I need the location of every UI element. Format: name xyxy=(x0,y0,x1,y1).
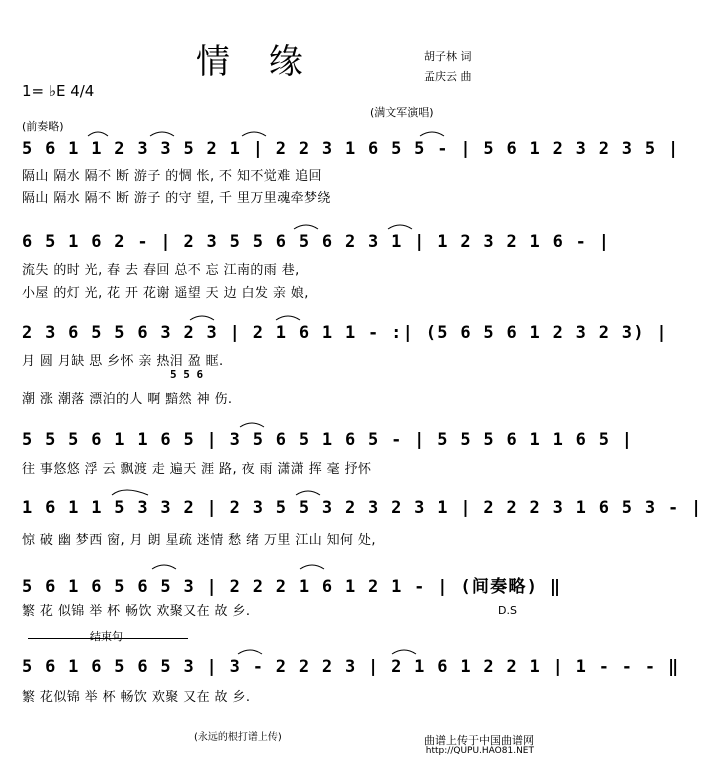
lyric-line-2a: 流失 的时 光, 春 去 春回 总不 忘 江南的雨 巷, xyxy=(22,263,300,278)
prelude-note: (前奏略) xyxy=(22,120,64,133)
uploader-note: (永远的根打谱上传) xyxy=(194,732,282,743)
notation-line-4: 5 5 5 6 1 1 6 5 | 3 5 6 5 1 6 5 - | 5 5 5 6 1 1 6 5 | xyxy=(22,430,634,450)
notation-line-1: 5 6 1 1 2 3 3 5 2 1 | 2 2 3 1 6 5 5 - | 5 6 1 2 3 2 3 5 | xyxy=(22,139,680,159)
lyric-line-3b: 潮 涨 潮落 漂泊的人 啊 黯然 神 伤. xyxy=(22,392,233,407)
lyric-line-1a: 隔山 隔水 隔不 断 游子 的惆 怅, 不 知不觉难 追回 xyxy=(22,169,322,184)
lyric-line-6: 繁 花 似锦 举 杯 畅饮 欢聚又在 故 乡. xyxy=(22,604,251,619)
ds-marking: D.S xyxy=(498,604,517,617)
notation-line-2: 6 5 1 6 2 - | 2 3 5 5 6 5 6 2 3 1 | 1 2 3 2 1 6 - | xyxy=(22,232,611,252)
notation-line-6: 5 6 1 6 5 6 5 3 | 2 2 2 1 6 1 2 1 - | (间奏略) ‖ xyxy=(22,577,562,597)
watermark-site: 曲谱上传于中国曲谱网 xyxy=(424,734,534,747)
notation-line-3: 2 3 6 5 5 6 3 2 3 | 2 1 6 1 1 - :| (5 6 5 6 1 2 3 2 3) | xyxy=(22,323,668,343)
notation-line-7: 5 6 1 6 5 6 5 3 | 3 - 2 2 2 3 | 2 1 6 1 2 2 1 | 1 - - - ‖ xyxy=(22,657,680,677)
key-signature: 1= ♭E 4/4 xyxy=(22,82,95,100)
composer-credit: 孟庆云 曲 xyxy=(424,70,472,83)
lyric-line-4: 往 事悠悠 浮 云 飘渡 走 遍天 涯 路, 夜 雨 潇潇 挥 毫 抒怀 xyxy=(22,462,372,477)
notation-line-5: 1 6 1 1 5 3 3 2 | 2 3 5 5 3 2 3 2 3 1 | 2 2 2 3 1 6 5 3 - | xyxy=(22,498,703,518)
lyric-line-2b: 小屋 的灯 光, 花 开 花谢 遥望 天 边 白发 亲 娘, xyxy=(22,286,309,301)
alternate-notes: 5 5 6 xyxy=(170,368,204,381)
watermark-url: http://QUPU.HAO81.NET xyxy=(425,746,534,756)
song-title: 情 缘 xyxy=(196,42,317,82)
lyric-line-1b: 隔山 隔水 隔不 断 游子 的守 望, 千 里万里魂牵梦绕 xyxy=(22,191,331,206)
lyric-line-3a: 月 圆 月缺 思 乡怀 亲 热泪 盈 眶. xyxy=(22,354,224,369)
lyricist-credit: 胡子林 词 xyxy=(424,50,472,63)
lyric-line-5: 惊 破 幽 梦西 窗, 月 朗 星疏 迷情 愁 绪 万里 江山 知何 处, xyxy=(22,533,376,548)
coda-label: 结束句 xyxy=(90,630,123,643)
lyric-line-7: 繁 花似锦 举 杯 畅饮 欢聚 又在 故 乡. xyxy=(22,690,251,705)
performer-note: (满文军演唱) xyxy=(370,106,434,119)
